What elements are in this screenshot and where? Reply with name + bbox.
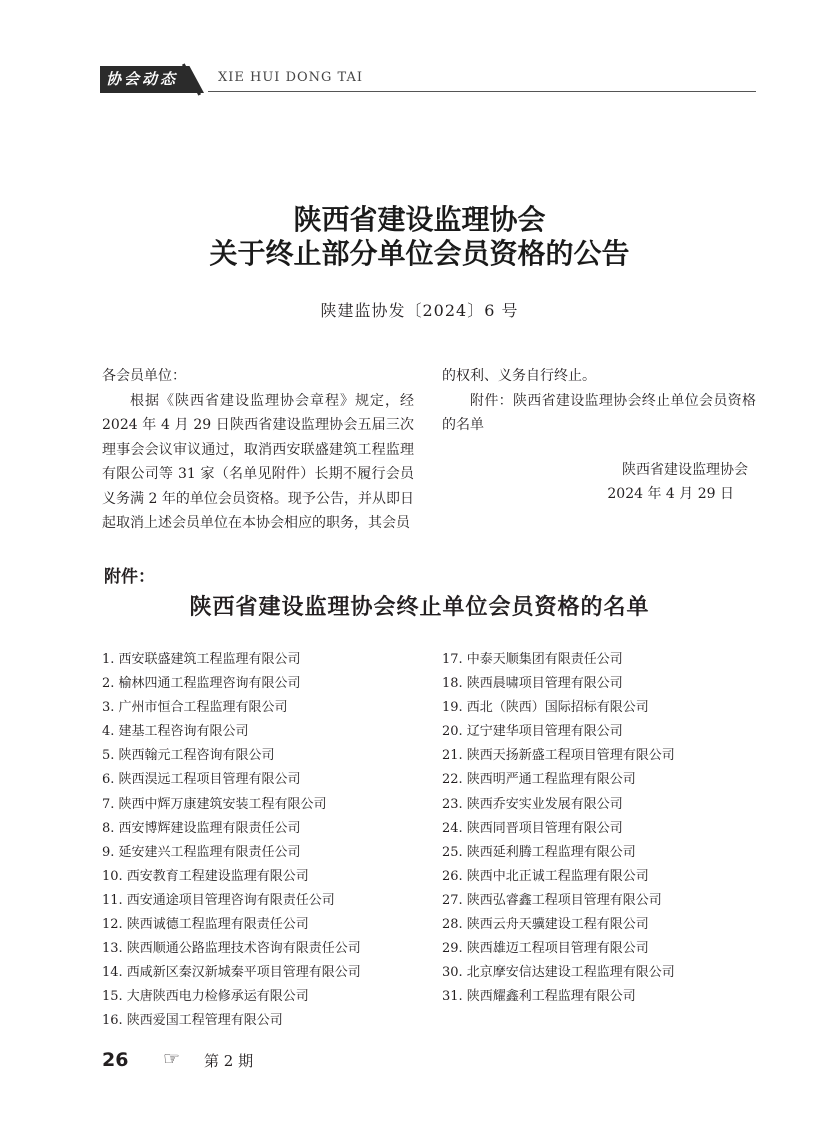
- list-item: 31. 陕西耀鑫利工程监理有限公司: [442, 989, 636, 1005]
- list-item: 12. 陕西诚德工程监理有限责任公司: [102, 917, 309, 933]
- list-item: 7. 陕西中辉万康建筑安装工程有限公司: [102, 796, 327, 812]
- page-title-line1: 陕西省建设监理协会: [293, 203, 546, 236]
- body-paragraph-text: 根据《陕西省建设监理协会章程》规定，经 2024 年 4 月 29 日陕西省建设监理协会五届三次理事会会议审议通过，取消西安联盛建筑工程监理有限公司等 31 家（名单见附件）长期不履行会员义务满 2 年的单位会员资格。现予公告，并从即日起取消上述会员单位在本协会相应的职务，其会员: [102, 392, 414, 531]
- list-item: 19. 西北（陕西）国际招标有限公司: [442, 700, 649, 716]
- list-item: 21. 陕西天扬新盛工程项目管理有限公司: [442, 748, 675, 764]
- attachment-label: 附件：: [104, 567, 155, 587]
- list-item: 13. 陕西顺通公路监理技术咨询有限责任公司: [102, 941, 361, 957]
- list-item: 5. 陕西翰元工程咨询有限公司: [102, 748, 275, 764]
- header-rule: [208, 91, 756, 92]
- list-item: 14. 西咸新区秦汉新城秦平项目管理有限公司: [102, 965, 361, 981]
- list-item: 25. 陕西延利腾工程监理有限公司: [442, 844, 636, 860]
- list-item: 18. 陕西晨啸项目管理有限公司: [442, 676, 623, 692]
- body-column-right: [442, 364, 756, 507]
- list-item: 17. 中泰天顺集团有限责任公司: [442, 652, 623, 667]
- list-item: 2. 榆林四通工程监理咨询有限公司: [102, 676, 301, 692]
- list-item: 9. 延安建兴工程监理有限责任公司: [102, 844, 301, 860]
- signature-org: 陕西省建设监理协会: [622, 461, 748, 478]
- page-number: 26: [102, 1049, 129, 1071]
- list-item: 23. 陕西乔安实业发展有限公司: [442, 796, 623, 812]
- section-label: 协会动态: [106, 70, 179, 88]
- paragraph-continuation: 的权利、义务自行终止。: [442, 368, 596, 384]
- body-column-left: [102, 364, 414, 536]
- list-item: 16. 陕西爱国工程管理有限公司: [102, 1013, 283, 1029]
- pointing-hand-icon: ☞: [163, 1048, 181, 1070]
- list-item: 20. 辽宁建华项目管理有限公司: [442, 724, 623, 740]
- list-title: 陕西省建设监理协会终止单位会员资格的名单: [189, 595, 650, 620]
- document-number: 陕建监协发〔2024〕6 号: [320, 301, 519, 320]
- list-item: 24. 陕西同晋项目管理有限公司: [442, 820, 623, 836]
- section-label-en: XIE HUI DONG TAI: [218, 70, 364, 85]
- list-item: 30. 北京摩安信达建设工程监理有限公司: [442, 965, 675, 981]
- list-item: 10. 西安教育工程建设监理有限公司: [102, 868, 309, 884]
- list-item: 29. 陕西雄迈工程项目管理有限公司: [442, 941, 649, 957]
- list-item: 26. 陕西中北正诚工程监理有限公司: [442, 868, 649, 884]
- list-item: 8. 西安博辉建设监理有限责任公司: [102, 820, 301, 836]
- list-item: 22. 陕西明严通工程监理有限公司: [442, 772, 636, 788]
- member-list-left: [102, 648, 432, 1034]
- attachment-note: 附件：陕西省建设监理协会终止单位会员资格的名单: [442, 392, 756, 433]
- list-item: 6. 陕西淏远工程项目管理有限公司: [102, 772, 301, 788]
- list-item: 15. 大唐陕西电力检修承运有限公司: [102, 989, 309, 1005]
- page-title-line2: 关于终止部分单位会员资格的公告: [209, 237, 630, 270]
- body-paragraph: [102, 389, 414, 536]
- list-item: 1. 西安联盛建筑工程监理有限公司: [102, 652, 301, 667]
- list-item: 28. 陕西云舟天骥建设工程有限公司: [442, 917, 649, 933]
- list-item: 27. 陕西弘睿鑫工程项目管理有限公司: [442, 892, 662, 908]
- list-item: 3. 广州市恒合工程监理有限公司: [102, 700, 288, 716]
- salutation: 各会员单位：: [102, 368, 186, 384]
- signature-date: 2024 年 4 月 29 日: [607, 486, 734, 502]
- member-list-right: [442, 648, 762, 1009]
- issue-label: 第 2 期: [204, 1052, 254, 1070]
- list-item: 11. 西安通途项目管理咨询有限责任公司: [102, 892, 335, 908]
- list-item: 4. 建基工程咨询有限公司: [102, 724, 249, 740]
